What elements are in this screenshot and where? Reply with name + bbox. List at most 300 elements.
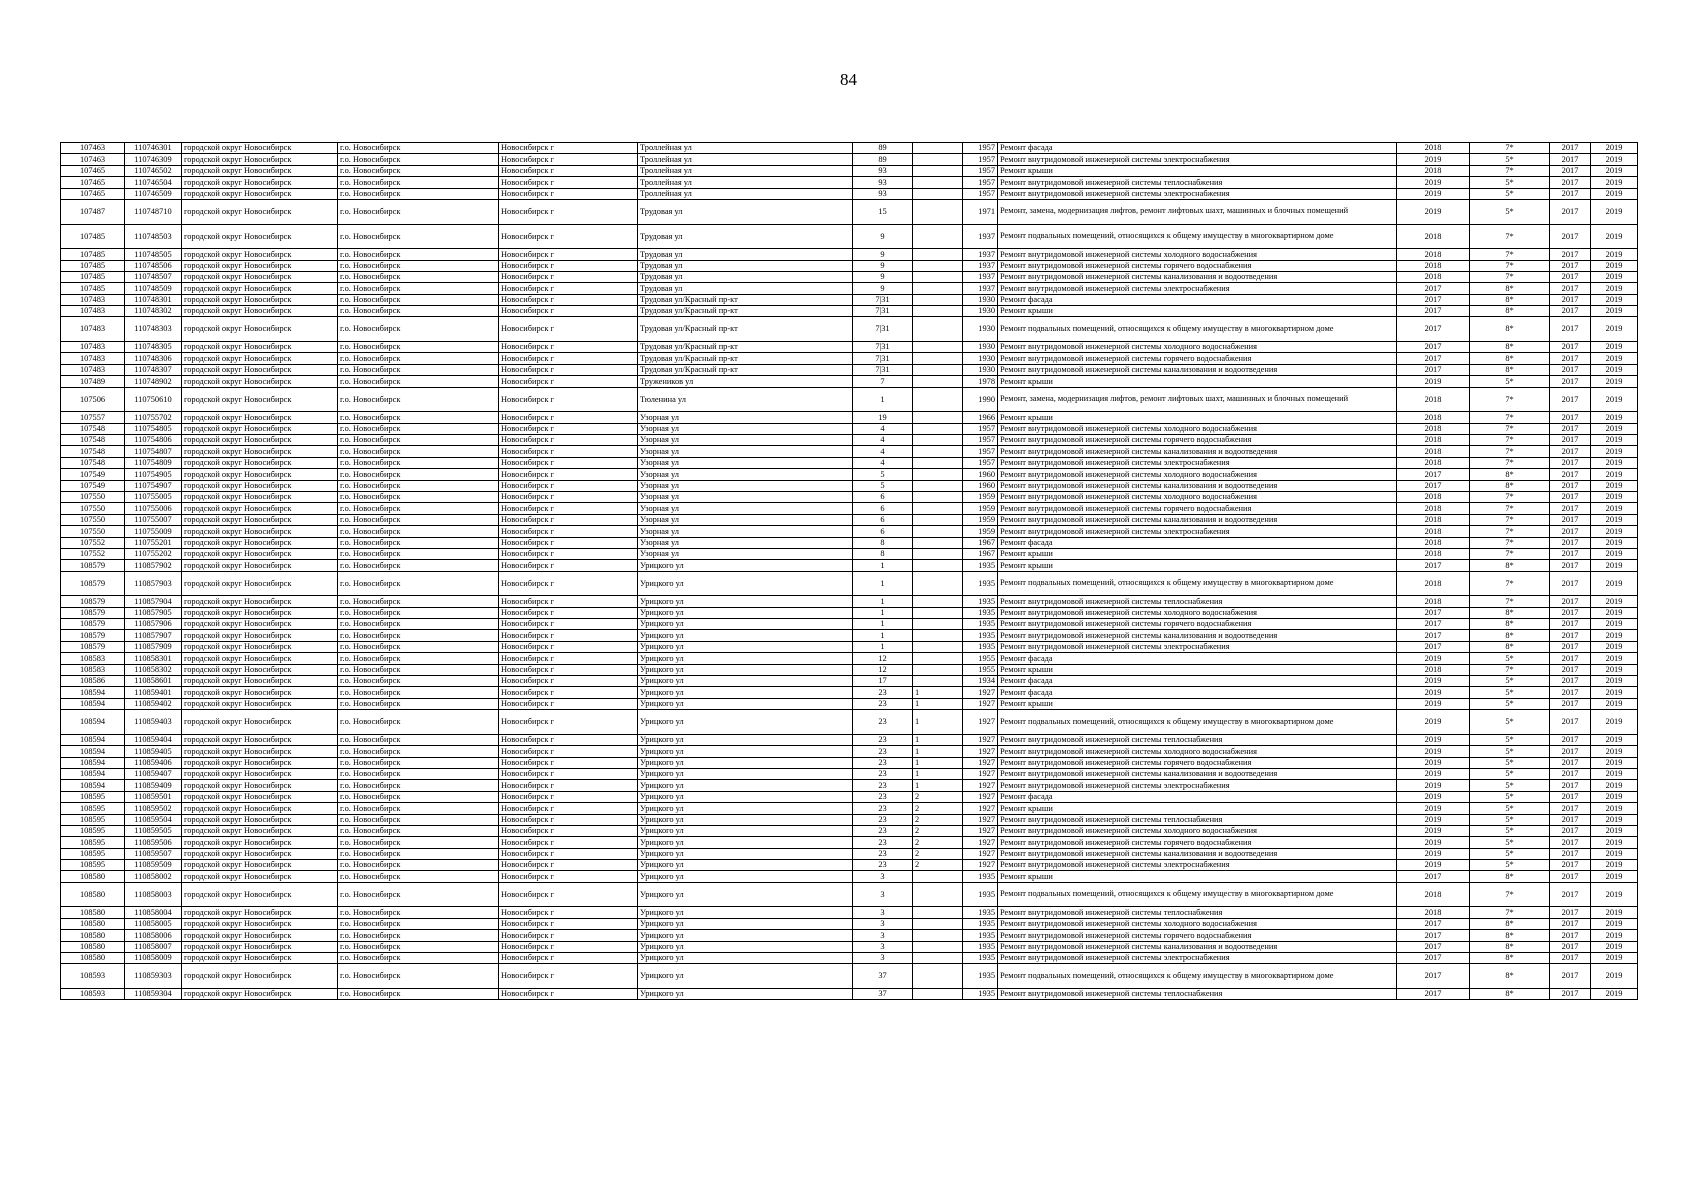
- table-row: [61, 653, 1638, 664]
- building-cell: [913, 918, 963, 929]
- table-row: [61, 526, 1638, 537]
- street-cell: Урицкого ул: [638, 746, 853, 757]
- building-cell: 2: [913, 860, 963, 871]
- municipality-cell: г.о. Новосибирск: [338, 412, 499, 423]
- group-cell: 7*: [1470, 548, 1550, 559]
- year-built-cell: 1935: [963, 596, 998, 607]
- district-cell: городской округ Новосибирск: [182, 930, 338, 941]
- district-cell: городской округ Новосибирск: [182, 224, 338, 249]
- group-cell: 7*: [1470, 387, 1550, 412]
- municipality-cell: г.о. Новосибирск: [338, 342, 499, 353]
- municipality-cell: г.о. Новосибирск: [338, 224, 499, 249]
- house-number-cell: 4: [853, 423, 913, 434]
- street-cell: Урицкого ул: [638, 989, 853, 1000]
- period-end-cell: 2019: [1591, 177, 1638, 188]
- table-row: [61, 199, 1638, 224]
- building-cell: [913, 446, 963, 457]
- building-cell: [913, 560, 963, 571]
- work-code-cell: 110859509: [125, 860, 182, 871]
- table-row: [61, 154, 1638, 165]
- district-cell: городской округ Новосибирск: [182, 188, 338, 199]
- period-start-cell: 2017: [1550, 596, 1591, 607]
- period-start-cell: 2017: [1550, 177, 1591, 188]
- house-number-cell: 9: [853, 260, 913, 271]
- year-built-cell: 1937: [963, 260, 998, 271]
- work-type-cell: Ремонт внутридомовой инженерной системы канализования и водоотведения: [998, 271, 1397, 282]
- period-end-cell: 2019: [1591, 918, 1638, 929]
- period-start-cell: 2017: [1550, 964, 1591, 989]
- work-type-cell: Ремонт внутридомовой инженерной системы горячего водоснабжения: [998, 503, 1397, 514]
- work-type-cell: Ремонт крыши: [998, 376, 1397, 387]
- work-code-cell: 110857905: [125, 607, 182, 618]
- district-cell: городской округ Новосибирск: [182, 918, 338, 929]
- planned-year-cell: 2017: [1397, 294, 1470, 305]
- period-start-cell: 2017: [1550, 848, 1591, 859]
- year-built-cell: 1955: [963, 664, 998, 675]
- planned-year-cell: 2019: [1397, 814, 1470, 825]
- municipality-cell: г.о. Новосибирск: [338, 188, 499, 199]
- city-cell: Новосибирск г: [499, 260, 638, 271]
- building-cell: [913, 435, 963, 446]
- house-number-cell: 23: [853, 734, 913, 745]
- building-cell: 2: [913, 837, 963, 848]
- municipality-cell: г.о. Новосибирск: [338, 469, 499, 480]
- work-code-cell: 110754807: [125, 446, 182, 457]
- table-row: [61, 537, 1638, 548]
- period-start-cell: 2017: [1550, 687, 1591, 698]
- house-number-cell: 4: [853, 457, 913, 468]
- table-row: [61, 860, 1638, 871]
- district-cell: городской округ Новосибирск: [182, 848, 338, 859]
- year-built-cell: 1966: [963, 412, 998, 423]
- table-row: [61, 188, 1638, 199]
- period-start-cell: 2017: [1550, 188, 1591, 199]
- city-cell: Новосибирск г: [499, 224, 638, 249]
- building-cell: [913, 930, 963, 941]
- district-cell: городской округ Новосибирск: [182, 837, 338, 848]
- street-cell: Трудовая ул/Красный пр-кт: [638, 342, 853, 353]
- work-type-cell: Ремонт внутридомовой инженерной системы канализования и водоотведения: [998, 848, 1397, 859]
- year-built-cell: 1957: [963, 446, 998, 457]
- house-id-cell: 107463: [61, 143, 125, 154]
- house-number-cell: 6: [853, 526, 913, 537]
- house-number-cell: 93: [853, 177, 913, 188]
- group-cell: 8*: [1470, 871, 1550, 882]
- year-built-cell: 1927: [963, 768, 998, 779]
- group-cell: 8*: [1470, 989, 1550, 1000]
- district-cell: городской округ Новосибирск: [182, 480, 338, 491]
- building-cell: [913, 676, 963, 687]
- district-cell: городской округ Новосибирск: [182, 177, 338, 188]
- work-type-cell: Ремонт внутридомовой инженерной системы электроснабжения: [998, 457, 1397, 468]
- period-start-cell: 2017: [1550, 860, 1591, 871]
- planned-year-cell: 2017: [1397, 964, 1470, 989]
- house-id-cell: 107550: [61, 503, 125, 514]
- period-start-cell: 2017: [1550, 294, 1591, 305]
- work-code-cell: 110857909: [125, 641, 182, 652]
- table-row: [61, 596, 1638, 607]
- planned-year-cell: 2017: [1397, 630, 1470, 641]
- building-cell: [913, 491, 963, 502]
- period-start-cell: 2017: [1550, 283, 1591, 294]
- house-id-cell: 108580: [61, 882, 125, 907]
- period-start-cell: 2017: [1550, 353, 1591, 364]
- period-end-cell: 2019: [1591, 423, 1638, 434]
- house-id-cell: 108586: [61, 676, 125, 687]
- house-id-cell: 108579: [61, 641, 125, 652]
- district-cell: городской округ Новосибирск: [182, 165, 338, 176]
- work-type-cell: Ремонт крыши: [998, 664, 1397, 675]
- table-row: [61, 260, 1638, 271]
- house-id-cell: 108594: [61, 734, 125, 745]
- year-built-cell: 1957: [963, 457, 998, 468]
- building-cell: [913, 412, 963, 423]
- work-type-cell: Ремонт внутридомовой инженерной системы теплоснабжения: [998, 734, 1397, 745]
- work-type-cell: Ремонт внутридомовой инженерной системы холодного водоснабжения: [998, 746, 1397, 757]
- municipality-cell: г.о. Новосибирск: [338, 630, 499, 641]
- work-code-cell: 110748306: [125, 353, 182, 364]
- work-code-cell: 110859505: [125, 825, 182, 836]
- house-number-cell: 23: [853, 757, 913, 768]
- municipality-cell: г.о. Новосибирск: [338, 514, 499, 525]
- work-type-cell: Ремонт внутридомовой инженерной системы электроснабжения: [998, 860, 1397, 871]
- city-cell: Новосибирск г: [499, 294, 638, 305]
- group-cell: 5*: [1470, 710, 1550, 735]
- work-type-cell: Ремонт внутридомовой инженерной системы холодного водоснабжения: [998, 423, 1397, 434]
- street-cell: Урицкого ул: [638, 698, 853, 709]
- work-type-cell: Ремонт подвальных помещений, относящихся к общему имуществу в многоквартирном доме: [998, 571, 1397, 596]
- district-cell: городской округ Новосибирск: [182, 941, 338, 952]
- house-id-cell: 107483: [61, 317, 125, 342]
- street-cell: Трудовая ул/Красный пр-кт: [638, 294, 853, 305]
- planned-year-cell: 2018: [1397, 224, 1470, 249]
- municipality-cell: г.о. Новосибирск: [338, 953, 499, 964]
- period-start-cell: 2017: [1550, 469, 1591, 480]
- period-start-cell: 2017: [1550, 871, 1591, 882]
- group-cell: 5*: [1470, 837, 1550, 848]
- district-cell: городской округ Новосибирск: [182, 423, 338, 434]
- work-type-cell: Ремонт внутридомовой инженерной системы холодного водоснабжения: [998, 342, 1397, 353]
- period-end-cell: 2019: [1591, 882, 1638, 907]
- year-built-cell: 1957: [963, 143, 998, 154]
- period-end-cell: 2019: [1591, 837, 1638, 848]
- year-built-cell: 1957: [963, 177, 998, 188]
- planned-year-cell: 2017: [1397, 619, 1470, 630]
- district-cell: городской округ Новосибирск: [182, 791, 338, 802]
- house-id-cell: 107483: [61, 364, 125, 375]
- district-cell: городской округ Новосибирск: [182, 491, 338, 502]
- house-number-cell: 23: [853, 698, 913, 709]
- period-start-cell: 2017: [1550, 387, 1591, 412]
- district-cell: городской округ Новосибирск: [182, 803, 338, 814]
- work-type-cell: Ремонт внутридомовой инженерной системы теплоснабжения: [998, 596, 1397, 607]
- period-start-cell: 2017: [1550, 676, 1591, 687]
- city-cell: Новосибирск г: [499, 907, 638, 918]
- work-code-cell: 110755202: [125, 548, 182, 559]
- group-cell: 7*: [1470, 423, 1550, 434]
- period-end-cell: 2019: [1591, 526, 1638, 537]
- work-type-cell: Ремонт внутридомовой инженерной системы теплоснабжения: [998, 989, 1397, 1000]
- period-end-cell: 2019: [1591, 698, 1638, 709]
- building-cell: [913, 283, 963, 294]
- house-number-cell: 1: [853, 619, 913, 630]
- period-start-cell: 2017: [1550, 412, 1591, 423]
- city-cell: Новосибирск г: [499, 480, 638, 491]
- group-cell: 7*: [1470, 664, 1550, 675]
- year-built-cell: 1927: [963, 780, 998, 791]
- house-id-cell: 108594: [61, 768, 125, 779]
- municipality-cell: г.о. Новосибирск: [338, 376, 499, 387]
- period-end-cell: 2019: [1591, 306, 1638, 317]
- building-cell: [913, 653, 963, 664]
- period-start-cell: 2017: [1550, 664, 1591, 675]
- municipality-cell: г.о. Новосибирск: [338, 687, 499, 698]
- work-code-cell: 110748503: [125, 224, 182, 249]
- planned-year-cell: 2019: [1397, 791, 1470, 802]
- street-cell: Урицкого ул: [638, 907, 853, 918]
- period-end-cell: 2019: [1591, 860, 1638, 871]
- period-end-cell: 2019: [1591, 710, 1638, 735]
- house-number-cell: 6: [853, 514, 913, 525]
- work-code-cell: 110859409: [125, 780, 182, 791]
- building-cell: [913, 503, 963, 514]
- district-cell: городской округ Новосибирск: [182, 746, 338, 757]
- street-cell: Трудовая ул: [638, 199, 853, 224]
- year-built-cell: 1935: [963, 630, 998, 641]
- planned-year-cell: 2017: [1397, 941, 1470, 952]
- table-row: [61, 224, 1638, 249]
- street-cell: Трудовая ул/Красный пр-кт: [638, 306, 853, 317]
- group-cell: 7*: [1470, 514, 1550, 525]
- municipality-cell: г.о. Новосибирск: [338, 814, 499, 825]
- street-cell: Узорная ул: [638, 526, 853, 537]
- table-row: [61, 848, 1638, 859]
- period-end-cell: 2019: [1591, 791, 1638, 802]
- house-number-cell: 3: [853, 941, 913, 952]
- work-code-cell: 110746301: [125, 143, 182, 154]
- planned-year-cell: 2018: [1397, 387, 1470, 412]
- period-start-cell: 2017: [1550, 907, 1591, 918]
- city-cell: Новосибирск г: [499, 560, 638, 571]
- work-code-cell: 110859406: [125, 757, 182, 768]
- period-start-cell: 2017: [1550, 814, 1591, 825]
- period-start-cell: 2017: [1550, 446, 1591, 457]
- planned-year-cell: 2019: [1397, 199, 1470, 224]
- district-cell: городской округ Новосибирск: [182, 364, 338, 375]
- street-cell: Троллейная ул: [638, 154, 853, 165]
- street-cell: Урицкого ул: [638, 791, 853, 802]
- work-code-cell: 110748710: [125, 199, 182, 224]
- period-end-cell: 2019: [1591, 514, 1638, 525]
- work-code-cell: 110755006: [125, 503, 182, 514]
- year-built-cell: 1927: [963, 698, 998, 709]
- house-id-cell: 108579: [61, 596, 125, 607]
- house-id-cell: 108580: [61, 953, 125, 964]
- period-end-cell: 2019: [1591, 768, 1638, 779]
- district-cell: городской округ Новосибирск: [182, 607, 338, 618]
- period-end-cell: 2019: [1591, 457, 1638, 468]
- municipality-cell: г.о. Новосибирск: [338, 143, 499, 154]
- table-row: [61, 803, 1638, 814]
- house-number-cell: 3: [853, 953, 913, 964]
- house-number-cell: 1: [853, 630, 913, 641]
- work-type-cell: Ремонт внутридомовой инженерной системы холодного водоснабжения: [998, 249, 1397, 260]
- group-cell: 8*: [1470, 480, 1550, 491]
- city-cell: Новосибирск г: [499, 526, 638, 537]
- street-cell: Урицкого ул: [638, 687, 853, 698]
- street-cell: Трудовая ул/Красный пр-кт: [638, 364, 853, 375]
- period-start-cell: 2017: [1550, 199, 1591, 224]
- street-cell: Урицкого ул: [638, 871, 853, 882]
- building-cell: [913, 423, 963, 434]
- street-cell: Урицкого ул: [638, 757, 853, 768]
- year-built-cell: 1930: [963, 306, 998, 317]
- table-row: [61, 953, 1638, 964]
- year-built-cell: 1927: [963, 803, 998, 814]
- house-id-cell: 107549: [61, 469, 125, 480]
- table-row: [61, 664, 1638, 675]
- house-number-cell: 6: [853, 503, 913, 514]
- building-cell: [913, 941, 963, 952]
- city-cell: Новосибирск г: [499, 548, 638, 559]
- building-cell: [913, 387, 963, 412]
- building-cell: [913, 165, 963, 176]
- group-cell: 7*: [1470, 537, 1550, 548]
- house-id-cell: 108580: [61, 907, 125, 918]
- municipality-cell: г.о. Новосибирск: [338, 698, 499, 709]
- work-type-cell: Ремонт внутридомовой инженерной системы горячего водоснабжения: [998, 837, 1397, 848]
- municipality-cell: г.о. Новосибирск: [338, 364, 499, 375]
- planned-year-cell: 2017: [1397, 989, 1470, 1000]
- table-row: [61, 871, 1638, 882]
- period-start-cell: 2017: [1550, 165, 1591, 176]
- period-start-cell: 2017: [1550, 825, 1591, 836]
- work-code-cell: 110858007: [125, 941, 182, 952]
- street-cell: Узорная ул: [638, 423, 853, 434]
- building-cell: [913, 154, 963, 165]
- house-number-cell: 1: [853, 596, 913, 607]
- house-number-cell: 9: [853, 249, 913, 260]
- period-end-cell: 2019: [1591, 537, 1638, 548]
- district-cell: городской округ Новосибирск: [182, 953, 338, 964]
- table-row: [61, 989, 1638, 1000]
- planned-year-cell: 2017: [1397, 871, 1470, 882]
- work-code-cell: 110857907: [125, 630, 182, 641]
- group-cell: 8*: [1470, 353, 1550, 364]
- planned-year-cell: 2019: [1397, 188, 1470, 199]
- house-id-cell: 108580: [61, 871, 125, 882]
- district-cell: городской округ Новосибирск: [182, 571, 338, 596]
- period-end-cell: 2019: [1591, 342, 1638, 353]
- period-end-cell: 2019: [1591, 412, 1638, 423]
- work-type-cell: Ремонт фасада: [998, 676, 1397, 687]
- street-cell: Узорная ул: [638, 491, 853, 502]
- building-cell: [913, 871, 963, 882]
- street-cell: Трудовая ул/Красный пр-кт: [638, 353, 853, 364]
- municipality-cell: г.о. Новосибирск: [338, 199, 499, 224]
- year-built-cell: 1935: [963, 964, 998, 989]
- planned-year-cell: 2018: [1397, 423, 1470, 434]
- district-cell: городской округ Новосибирск: [182, 710, 338, 735]
- city-cell: Новосибирск г: [499, 930, 638, 941]
- planned-year-cell: 2018: [1397, 526, 1470, 537]
- building-cell: [913, 143, 963, 154]
- house-id-cell: 107552: [61, 548, 125, 559]
- municipality-cell: г.о. Новосибирск: [338, 837, 499, 848]
- group-cell: 7*: [1470, 491, 1550, 502]
- table-row: [61, 814, 1638, 825]
- group-cell: 7*: [1470, 526, 1550, 537]
- group-cell: 8*: [1470, 619, 1550, 630]
- work-code-cell: 110858009: [125, 953, 182, 964]
- building-cell: [913, 907, 963, 918]
- building-cell: [913, 630, 963, 641]
- municipality-cell: г.о. Новосибирск: [338, 710, 499, 735]
- house-id-cell: 108583: [61, 664, 125, 675]
- group-cell: 5*: [1470, 698, 1550, 709]
- municipality-cell: г.о. Новосибирск: [338, 734, 499, 745]
- street-cell: Трудовая ул/Красный пр-кт: [638, 317, 853, 342]
- house-number-cell: 9: [853, 283, 913, 294]
- city-cell: Новосибирск г: [499, 734, 638, 745]
- work-type-cell: Ремонт подвальных помещений, относящихся к общему имуществу в многоквартирном доме: [998, 964, 1397, 989]
- year-built-cell: 1935: [963, 607, 998, 618]
- group-cell: 5*: [1470, 746, 1550, 757]
- house-number-cell: 9: [853, 224, 913, 249]
- municipality-cell: г.о. Новосибирск: [338, 664, 499, 675]
- period-end-cell: 2019: [1591, 446, 1638, 457]
- building-cell: [913, 199, 963, 224]
- period-end-cell: 2019: [1591, 653, 1638, 664]
- house-id-cell: 108579: [61, 607, 125, 618]
- group-cell: 5*: [1470, 848, 1550, 859]
- work-code-cell: 110858601: [125, 676, 182, 687]
- group-cell: 8*: [1470, 283, 1550, 294]
- street-cell: Урицкого ул: [638, 641, 853, 652]
- city-cell: Новосибирск г: [499, 964, 638, 989]
- work-code-cell: 110748301: [125, 294, 182, 305]
- city-cell: Новосибирск г: [499, 641, 638, 652]
- district-cell: городской округ Новосибирск: [182, 964, 338, 989]
- house-number-cell: 8: [853, 548, 913, 559]
- table-row: [61, 548, 1638, 559]
- city-cell: Новосибирск г: [499, 457, 638, 468]
- building-cell: [913, 882, 963, 907]
- planned-year-cell: 2018: [1397, 457, 1470, 468]
- street-cell: Урицкого ул: [638, 814, 853, 825]
- building-cell: 2: [913, 825, 963, 836]
- year-built-cell: 1990: [963, 387, 998, 412]
- municipality-cell: г.о. Новосибирск: [338, 306, 499, 317]
- street-cell: Урицкого ул: [638, 734, 853, 745]
- house-number-cell: 23: [853, 768, 913, 779]
- planned-year-cell: 2018: [1397, 596, 1470, 607]
- house-number-cell: 23: [853, 860, 913, 871]
- house-number-cell: 3: [853, 930, 913, 941]
- city-cell: Новосибирск г: [499, 249, 638, 260]
- table-row: [61, 734, 1638, 745]
- building-cell: [913, 571, 963, 596]
- work-type-cell: Ремонт крыши: [998, 560, 1397, 571]
- planned-year-cell: 2019: [1397, 803, 1470, 814]
- district-cell: городской округ Новосибирск: [182, 780, 338, 791]
- building-cell: [913, 469, 963, 480]
- street-cell: Троллейная ул: [638, 165, 853, 176]
- work-type-cell: Ремонт внутридомовой инженерной системы электроснабжения: [998, 188, 1397, 199]
- district-cell: городской округ Новосибирск: [182, 907, 338, 918]
- city-cell: Новосибирск г: [499, 989, 638, 1000]
- year-built-cell: 1935: [963, 641, 998, 652]
